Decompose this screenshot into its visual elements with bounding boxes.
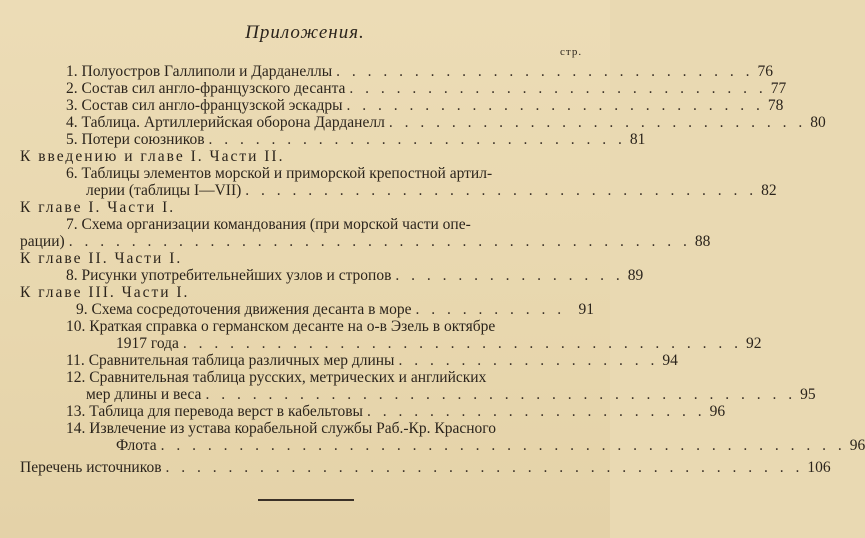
entry-text: Сравнительная таблица различных мер длины	[88, 352, 395, 369]
entry-page: 94	[662, 352, 678, 369]
entry-text: Полуостров Галлиполи и Дарданеллы	[81, 63, 333, 80]
entry-number: 13.	[66, 403, 86, 420]
entry-text: Извлечение из устава корабельной службы Раб.-Кр. Красного	[89, 420, 496, 437]
section-heading: К главе I. Части I.	[20, 199, 176, 216]
entry-number: 4.	[66, 114, 78, 131]
entry-text: Перечень источников	[20, 459, 162, 476]
entry-text: Таблица для перевода верст в кабельтовы	[89, 403, 363, 420]
entry-text: Флота	[116, 437, 157, 454]
dot-leader: . . . . . . . . . . . . . . . . . . . . . . . . . . . . . . . . . . . . . . . .	[68, 233, 691, 250]
entry-text: Потери союзников	[81, 131, 205, 148]
page-column-label: стр.	[560, 46, 583, 58]
dot-leader: . . . . . . . . . . . . . . . . . . . . . . . . . . . . . . . . . . . . . . . . . . . .	[160, 437, 846, 454]
toc-entry-line2	[116, 437, 865, 454]
dot-leader: . . . . . . . . . . . . . . . . .	[398, 352, 659, 369]
dot-leader: . . . . . . . . . . . . . . . . . . . . . .	[366, 403, 706, 420]
toc-entry-line1	[66, 369, 486, 386]
toc-entry-line2	[20, 233, 711, 250]
toc-entry-line1	[66, 216, 471, 233]
toc-entry-line1	[66, 318, 495, 335]
toc-entry-line1	[66, 165, 492, 182]
entry-page: 88	[694, 233, 711, 250]
page-title: Приложения.	[245, 22, 365, 43]
toc-entry	[66, 80, 787, 97]
entry-number: 11.	[66, 352, 85, 369]
entry-number: 12.	[66, 369, 86, 386]
dot-leader: . . . . . . . . . . . . . . . . . . . . . . . . . . . . . . . . . . . .	[182, 335, 743, 352]
section-heading: К главе III. Части I.	[20, 284, 190, 301]
entry-page: 77	[770, 80, 787, 97]
toc-entry	[66, 131, 646, 148]
section-heading: К введению и главе I. Части II.	[20, 148, 285, 165]
entry-text: рации)	[20, 233, 65, 250]
toc-entry	[66, 63, 773, 80]
toc-entry-line2	[116, 335, 762, 352]
entry-number: 5.	[66, 131, 78, 148]
entry-number: 3.	[66, 97, 78, 114]
entry-text: Схема сосредоточения движения десанта в море	[91, 301, 412, 318]
dot-leader: . . . . . . . . . . . . . . . . . . . . . . . . . . . . . . . . . . . . . .	[205, 386, 797, 403]
entry-text: 1917 года	[116, 335, 179, 352]
dot-leader: . . . . . . . . . . . . . . . . . . . . . . . . . . .	[208, 131, 626, 148]
entry-page: 91	[578, 301, 594, 318]
toc-entry	[76, 301, 594, 318]
entry-page: 96	[849, 437, 865, 454]
toc-entry-line1	[66, 420, 496, 437]
entry-number: 2.	[66, 80, 78, 97]
entry-page: 96	[709, 403, 726, 420]
dot-leader: . . . . . . . . . . . . . . . . . . . . . . . . . . .	[346, 97, 764, 114]
entry-text: Состав сил англо-французской эскадры	[81, 97, 343, 114]
entry-text: лерии (таблицы I—VII)	[86, 182, 242, 199]
entry-text: Рисунки употребительнейших узлов и стропов	[81, 267, 392, 284]
dot-leader: . . . . . . . . . . . . . . .	[395, 267, 624, 284]
toc-entry-line2	[86, 386, 816, 403]
entry-number: 7.	[66, 216, 78, 233]
entry-page: 95	[800, 386, 816, 403]
toc-entry-line2	[86, 182, 777, 199]
entry-page: 92	[746, 335, 762, 352]
dot-leader: . . . . . . . . . . . . . . . . . . . . . . . . . . .	[349, 80, 767, 97]
entry-number: 10.	[66, 318, 86, 335]
entry-text: Состав сил англо-французского десанта	[81, 80, 346, 97]
entry-text: Краткая справка о германском десанте на о-в Эзель в октябре	[89, 318, 496, 335]
entry-page: 78	[767, 97, 784, 114]
entry-text: Таблицы элементов морской и приморской крепостной артил-	[81, 165, 493, 182]
entry-number: 6.	[66, 165, 78, 182]
entry-text: Таблица. Артиллерийская оборона Дарданелл	[81, 114, 385, 131]
entry-page: 89	[627, 267, 644, 284]
toc-entry	[66, 352, 678, 369]
dot-leader: . . . . . . . . . . . . . . . . . . . . . . . . . . . . . . . . . . . . . . . . .	[165, 459, 804, 476]
entry-text: мер длины и веса	[86, 386, 202, 403]
entry-number: 8.	[66, 267, 78, 284]
entry-page: 81	[629, 131, 646, 148]
entry-number: 14.	[66, 420, 86, 437]
entry-page: 106	[807, 459, 831, 476]
dot-leader: . . . . . . . . . . . . . . . . . . . . . . . . . . .	[336, 63, 754, 80]
section-heading: К главе II. Части I.	[20, 250, 183, 267]
toc-entry	[66, 267, 644, 284]
entry-text: Схема организации командования (при морской части опе-	[81, 216, 471, 233]
entry-page: 76	[757, 63, 773, 80]
entry-page: 80	[810, 114, 826, 131]
entry-page: 82	[761, 182, 777, 199]
entry-number: 9.	[76, 301, 88, 318]
closing-rule	[258, 499, 354, 501]
dot-leader: . . . . . . . . . . . . . . . . . . . . . . . . . . .	[388, 114, 807, 131]
entry-text: Сравнительная таблица русских, метрических и английских	[89, 369, 487, 386]
entry-number: 1.	[66, 63, 78, 80]
toc-entry	[66, 403, 726, 420]
toc-entry-sources	[20, 459, 831, 476]
dot-leader: . . . . . . . . . . . . . . . . . . . . . . . . . . . . . . . . .	[245, 182, 758, 199]
toc-entry	[66, 97, 784, 114]
toc-entry	[66, 114, 826, 131]
dot-leader: . . . . . . . . . .	[415, 301, 566, 318]
